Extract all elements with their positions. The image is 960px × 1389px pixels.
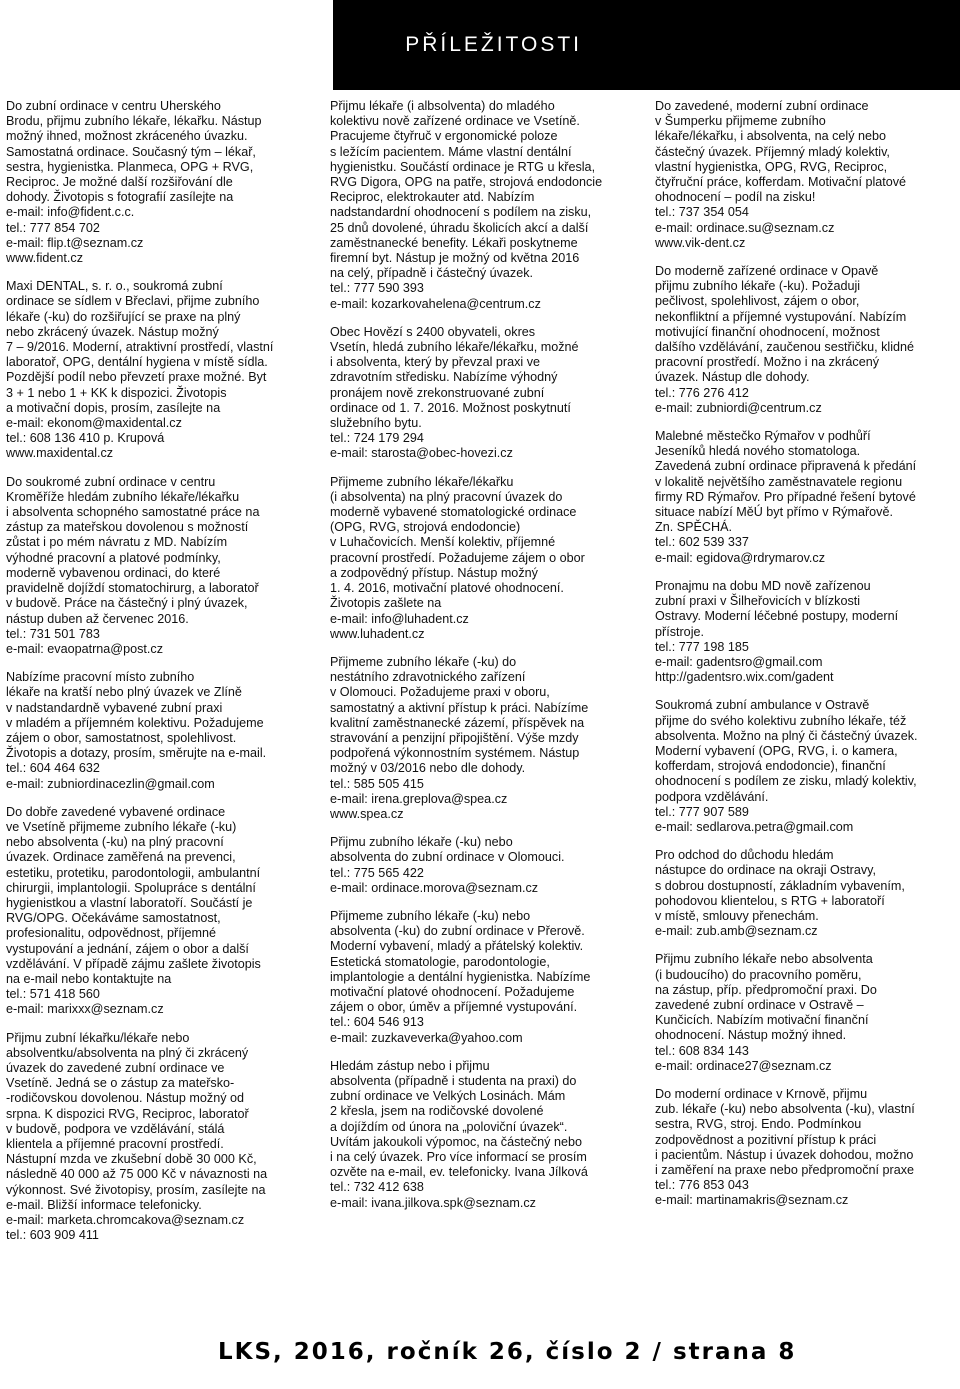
job-ad [655, 698, 955, 835]
ad-text: Přijmu zubního lékaře nebo absolventa (i budoucího) do pracovního poměru, na zástup, příp. předpromoční praxi. Do zavedené zubní ordinace v Ostravě – Kunčicích. Nabízím motivační finanční ohodnocení. Nástup možný ihned. tel.: 608 834 143 e-mail: ordinace27@seznam.cz [655, 952, 877, 1073]
ad-text: Pronajmu na dobu MD nově zařízenou zubní praxi v Šilheřovicích v blízkosti Ostravy. Moderní léčebné postupy, moderní přístroje. tel.: 777 198 185 e-mail: gadentsro@gmail.com http://gadentsro.wix.com/gadent [655, 578, 899, 685]
ad-text: Do moderně zařízené ordinace v Opavě přijmu zubního lékaře (-ku). Požaduji pečlivost, spolehlivost, zájem o obor, nekonfliktní a příjemné vystupování. Nabízím motivující finanční ohodnocení, možnost dalšího vzdělávání, zaučenou sestřičku, klidné pracovní prostředí. Možno i na zkrácený úvazek. Nástup dle dohody. tel.: 776 276 412 e-mail: zubniordi@centrum.cz [655, 264, 915, 415]
ad-text: Nabízíme pracovní místo zubního lékaře na kratší nebo plný úvazek ve Zlíně v nadstandardně vybavené zubní praxi v mladém a příjemném kolektivu. Požadujeme zájem o obor, samostatnost, spolehlivost. Životopis a dotazy, prosím, směrujte na e-mail. tel.: 604 464 632 e-mail: zubniordinacezlin@gmail.com [6, 670, 267, 791]
ad-text: Přijmeme zubního lékaře (-ku) nebo absolventa (-ku) do zubní ordinace v Přerově. Moderní vybavení, mladý a přátelský kolektiv. Estetická stomatologie, parodontologie, implantologie a dentální hygienistka. Nabízíme motivační platové ohodnocení. Požadujeme zájem o obor, úměv a příjemné vystupování. tel.: 604 546 913 e-mail: zuzkaveverka@yahoo.com [330, 908, 591, 1045]
ad-text: Obec Hovězí s 2400 obyvateli, okres Vsetín, hledá zubního lékaře/lékařku, možné i absolventa, který by převzal praxi ve zdravotním středisku. Nabízíme výhodný pronájem nově zrekonstruované zubní ordinace od 1. 7. 2016. Možnost poskytnutí služebního bytu. tel.: 724 179 294 e-mail: starosta@obec-hovezi.cz [330, 324, 579, 461]
column-1 [6, 99, 302, 1256]
ad-text: Malebné městečko Rýmařov v podhůří Jeseníků hledá nového stomatologa. Zavedená zubní ordinace připravená k předání v lokalitě největšího zaměstnavatele regionu firmy RD Rýmařov. Pro případné řešení bytové situace nabízí MěÚ byt přímo v Rýmařově. Zn. SPĚCHÁ. tel.: 602 539 337 e-mail: egidova@rdrymarov.cz [655, 429, 917, 565]
job-ad [330, 655, 630, 822]
job-ad [6, 279, 302, 461]
job-ad [655, 264, 955, 416]
job-ad [655, 848, 955, 939]
ad-text: Přijmeme zubního lékaře/lékařku (i absolventa) na plný pracovní úvazek do moderně vybavené stomatologické ordinace (OPG, RVG, strojová endodoncie) v Luhačovicích. Menší kolektiv, příjemné pracovní prostředí. Požadujeme zájem o obor a zodpovědný přístup. Nástup možný 1. 4. 2016, motivační platové ohodnocení. Životopis zašlete na e-mail: info@luhadent.cz www.luhadent.cz [330, 474, 585, 641]
ad-text: Do soukromé zubní ordinace v centru Kroměříže hledám zubního lékaře/lékařku i absolventa schopného samostatné práce na zástup za mateřskou dovolenou s možností zůstat i po mém návratu z MD. Nabízím výhodné pracovní a platové podmínky, moderně vybavenou ordinaci, do které pravidelně dojíždí stomatochirurg, a laboratoř v budově. Práce na částečný i plný úvazek, nástup duben až červenec 2016. tel.: 731 501 783 e-mail: evaopatrna@post.cz [6, 474, 260, 656]
ad-text: Do moderní ordinace v Krnově, přijmu zub. lékaře (-ku) nebo absolventa (-ku), vlastní sestra, RVG, stroj. Endo. Podmínkou zodpovědnost a pozitivní přístup k práci i pacientům. Nástup i úvazek dohodou, možno i zaměření na praxe nebo předpromoční praxe tel.: 776 853 043 e-mail: martinamakris@seznam.cz [655, 1086, 915, 1208]
header-bar [333, 0, 960, 90]
ad-text: Hledám zástup nebo i přijmu absolventa (případně i studenta na praxi) do zubní ordinace ve Velkých Losinách. Mám 2 křesla, jsem na rodičovské dovolené a dojíždím od února na „poloviční úvazek“. Uvítám jakoukoli výpomoc, na částečný nebo i na celý úvazek. Pro více informací se prosím ozvěte na e-mail, ev. telefonicky. Ivana Jílková tel.: 732 412 638 e-mail: ivana.jilkova.spk@seznam.cz [330, 1058, 588, 1210]
page-footer: LKS, 2016, ročník 26, číslo 2 / strana 8 [218, 1339, 797, 1365]
ad-text: Přijmu zubní lékařku/lékaře nebo absolventku/absolventa na plný či zkrácený úvazek do zavedené zubní ordinace ve Vsetíně. Jedná se o zástup za mateřsko- -rodičovskou dovolenou. Nástup možný od srpna. K dispozici RVG, Reciproc, laboratoř v budově, podpora ve vzdělávání, stálá klientela a příjemné pracovní prostředí. Nástupní mzda ve zkušební době 30 000 Kč, následně 40 000 až 75 000 Kč v návaznosti na výkonnost. Své životopisy, prosím, zasílejte na e-mail. Bližší informace telefonicky. e-mail: marketa.chromcakova@seznam.cz tel.: 603 909 411 [6, 1030, 268, 1243]
job-ad [655, 99, 955, 251]
ad-text: Soukromá zubní ambulance v Ostravě přijme do svého kolektivu zubního lékaře, též absolventa. Možno na plný či částečný úvazek. Moderní vybavení (OPG, RVG, i. o kamera, kofferdam, strojová endodoncie), finanční ohodnocení s podílem ze zisku, mladý kolektiv, podpora vzdělávání. tel.: 777 907 589 e-mail: sedlarova.petra@gmail.com [655, 698, 918, 834]
section-title: PŘÍLEŽITOSTI [405, 33, 582, 56]
ad-text: Pro odchod do důchodu hledám nástupce do ordinace na okraji Ostravy, s dobrou dostupností, základním vybavením, pohodovou klientelou, s RTG + laboratoří v místě, smlouvy přenechám. e-mail: zub.amb@seznam.cz [655, 848, 905, 939]
job-ad [655, 1087, 955, 1209]
column-2 [330, 99, 630, 1224]
job-ad [330, 325, 630, 462]
ad-text: Přijmu zubního lékaře (-ku) nebo absolventa do zubní ordinace v Olomouci. tel.: 775 565 422 e-mail: ordinace.morova@seznam.cz [330, 835, 565, 895]
job-ad [6, 1031, 302, 1244]
job-ad [6, 670, 302, 792]
job-ad [330, 475, 630, 642]
ad-text: Maxi DENTAL, s. r. o., soukromá zubní ordinace se sídlem v Břeclavi, přijme zubního lékaře (-ku) do rozšiřující se praxe na plný nebo zkrácený úvazek. Nástup možný 7 – 9/2016. Moderní, atraktivní prostředí, vlastní laboratoř, OPG, dentální hygiena v místě sídla. Pozdější podíl nebo převzetí praxe možné. Byt 3 + 1 nebo 1 + KK k dispozici. Životopis a motivační dopis, prosím, zasílejte na e-mail: ekonom@maxidental.cz tel.: 608 136 410 p. Krupová www.maxidental.cz [6, 279, 274, 461]
column-3 [655, 99, 955, 1222]
job-ad [6, 475, 302, 657]
job-ad [330, 909, 630, 1046]
ad-text: Do zavedené, moderní zubní ordinace v Šumperku přijmeme zubního lékaře/lékařku, i absolventa, na celý nebo částečný úvazek. Příjemný mladý kolektiv, vlastní hygienistka, OPG, RVG, Reciproc, čtyřruční práce, kofferdam. Motivační platové ohodnocení – podíl na zisku! tel.: 737 354 054 e-mail: ordinace.su@seznam.cz www.vik-dent.cz [655, 99, 907, 250]
job-ad [655, 429, 955, 566]
ad-text: Do dobře zavedené vybavené ordinace ve Vsetíně přijmeme zubního lékaře (-ku) nebo absolventa (-ku) na plný pracovní úvazek. Ordinace zaměřená na prevenci, estetiku, protetiku, parodontologii, ambulantní chirurgii, implantologii. Spolupráce s dentální hygienistkou a vlastní laboratoří. Součástí je RVG/OPG. Očekáváme samostatnost, profesionalitu, odpovědnost, příjemné vystupování a jednání, zájem o obor a další vzdělávání. V případě zájmu zašlete životopis na e-mail nebo kontaktujte na tel.: 571 418 560 e-mail: marixxx@seznam.cz [6, 804, 261, 1017]
job-ad [655, 952, 955, 1074]
job-ad [330, 99, 630, 312]
job-ad [330, 1059, 630, 1211]
job-ad [6, 805, 302, 1018]
ad-text: Přijmeme zubního lékaře (-ku) do nestátního zdravotnického zařízení v Olomouci. Požadujeme praxi v oboru, samostatný a aktivní přístup k práci. Nabízíme kvalitní zaměstnanecké zázemí, příspěvek na stravování a penzijní připojištění. Výše mzdy podpořená výkonnostním systémem. Nástup možný v 03/2016 nebo dle dohody. tel.: 585 505 415 e-mail: irena.greplova@spea.cz www.spea.cz [330, 654, 589, 821]
ad-text: Do zubní ordinace v centru Uherského Brodu, přijmu zubního lékaře, lékařku. Nástup možný ihned, možnost zkráceného úvazku. Samostatná ordinace. Současný tým – lékař, sestra, hygienistka. Planmeca, OPG + RVG, Reciproc. Je možné další rozšiřování dle dohody. Životopis s fotografií zasílejte na e-mail: info@fident.c.c. tel.: 777 854 702 e-mail: flip.t@seznam.cz www.fident.cz [6, 99, 262, 266]
job-ad [330, 835, 630, 896]
job-ad [655, 579, 955, 685]
ad-text: Přijmu lékaře (i albsolventa) do mladého kolektivu nově zařízené ordinace ve Vsetíně. Pracujeme čtyřruč v ergonomické poloze s ležícím pacientem. Máme vlastní dentální hygienistku. Součástí ordinace je RTG u křesla, RVG Digora, OPG na patře, strojová endodoncie Reciproc, elektrokauter atd. Nabízím nadstandardní ohodnocení s podílem na zisku, 25 dnů dovolené, úhradu školicích akcí a další zaměstnanecké benefity. Lékaři poskytneme firemní byt. Nástup je možný od května 2016 na celý, případně i částečný úvazek. tel.: 777 590 393 e-mail: kozarkovahelena@centrum.cz [330, 99, 603, 311]
job-ad [6, 99, 302, 266]
